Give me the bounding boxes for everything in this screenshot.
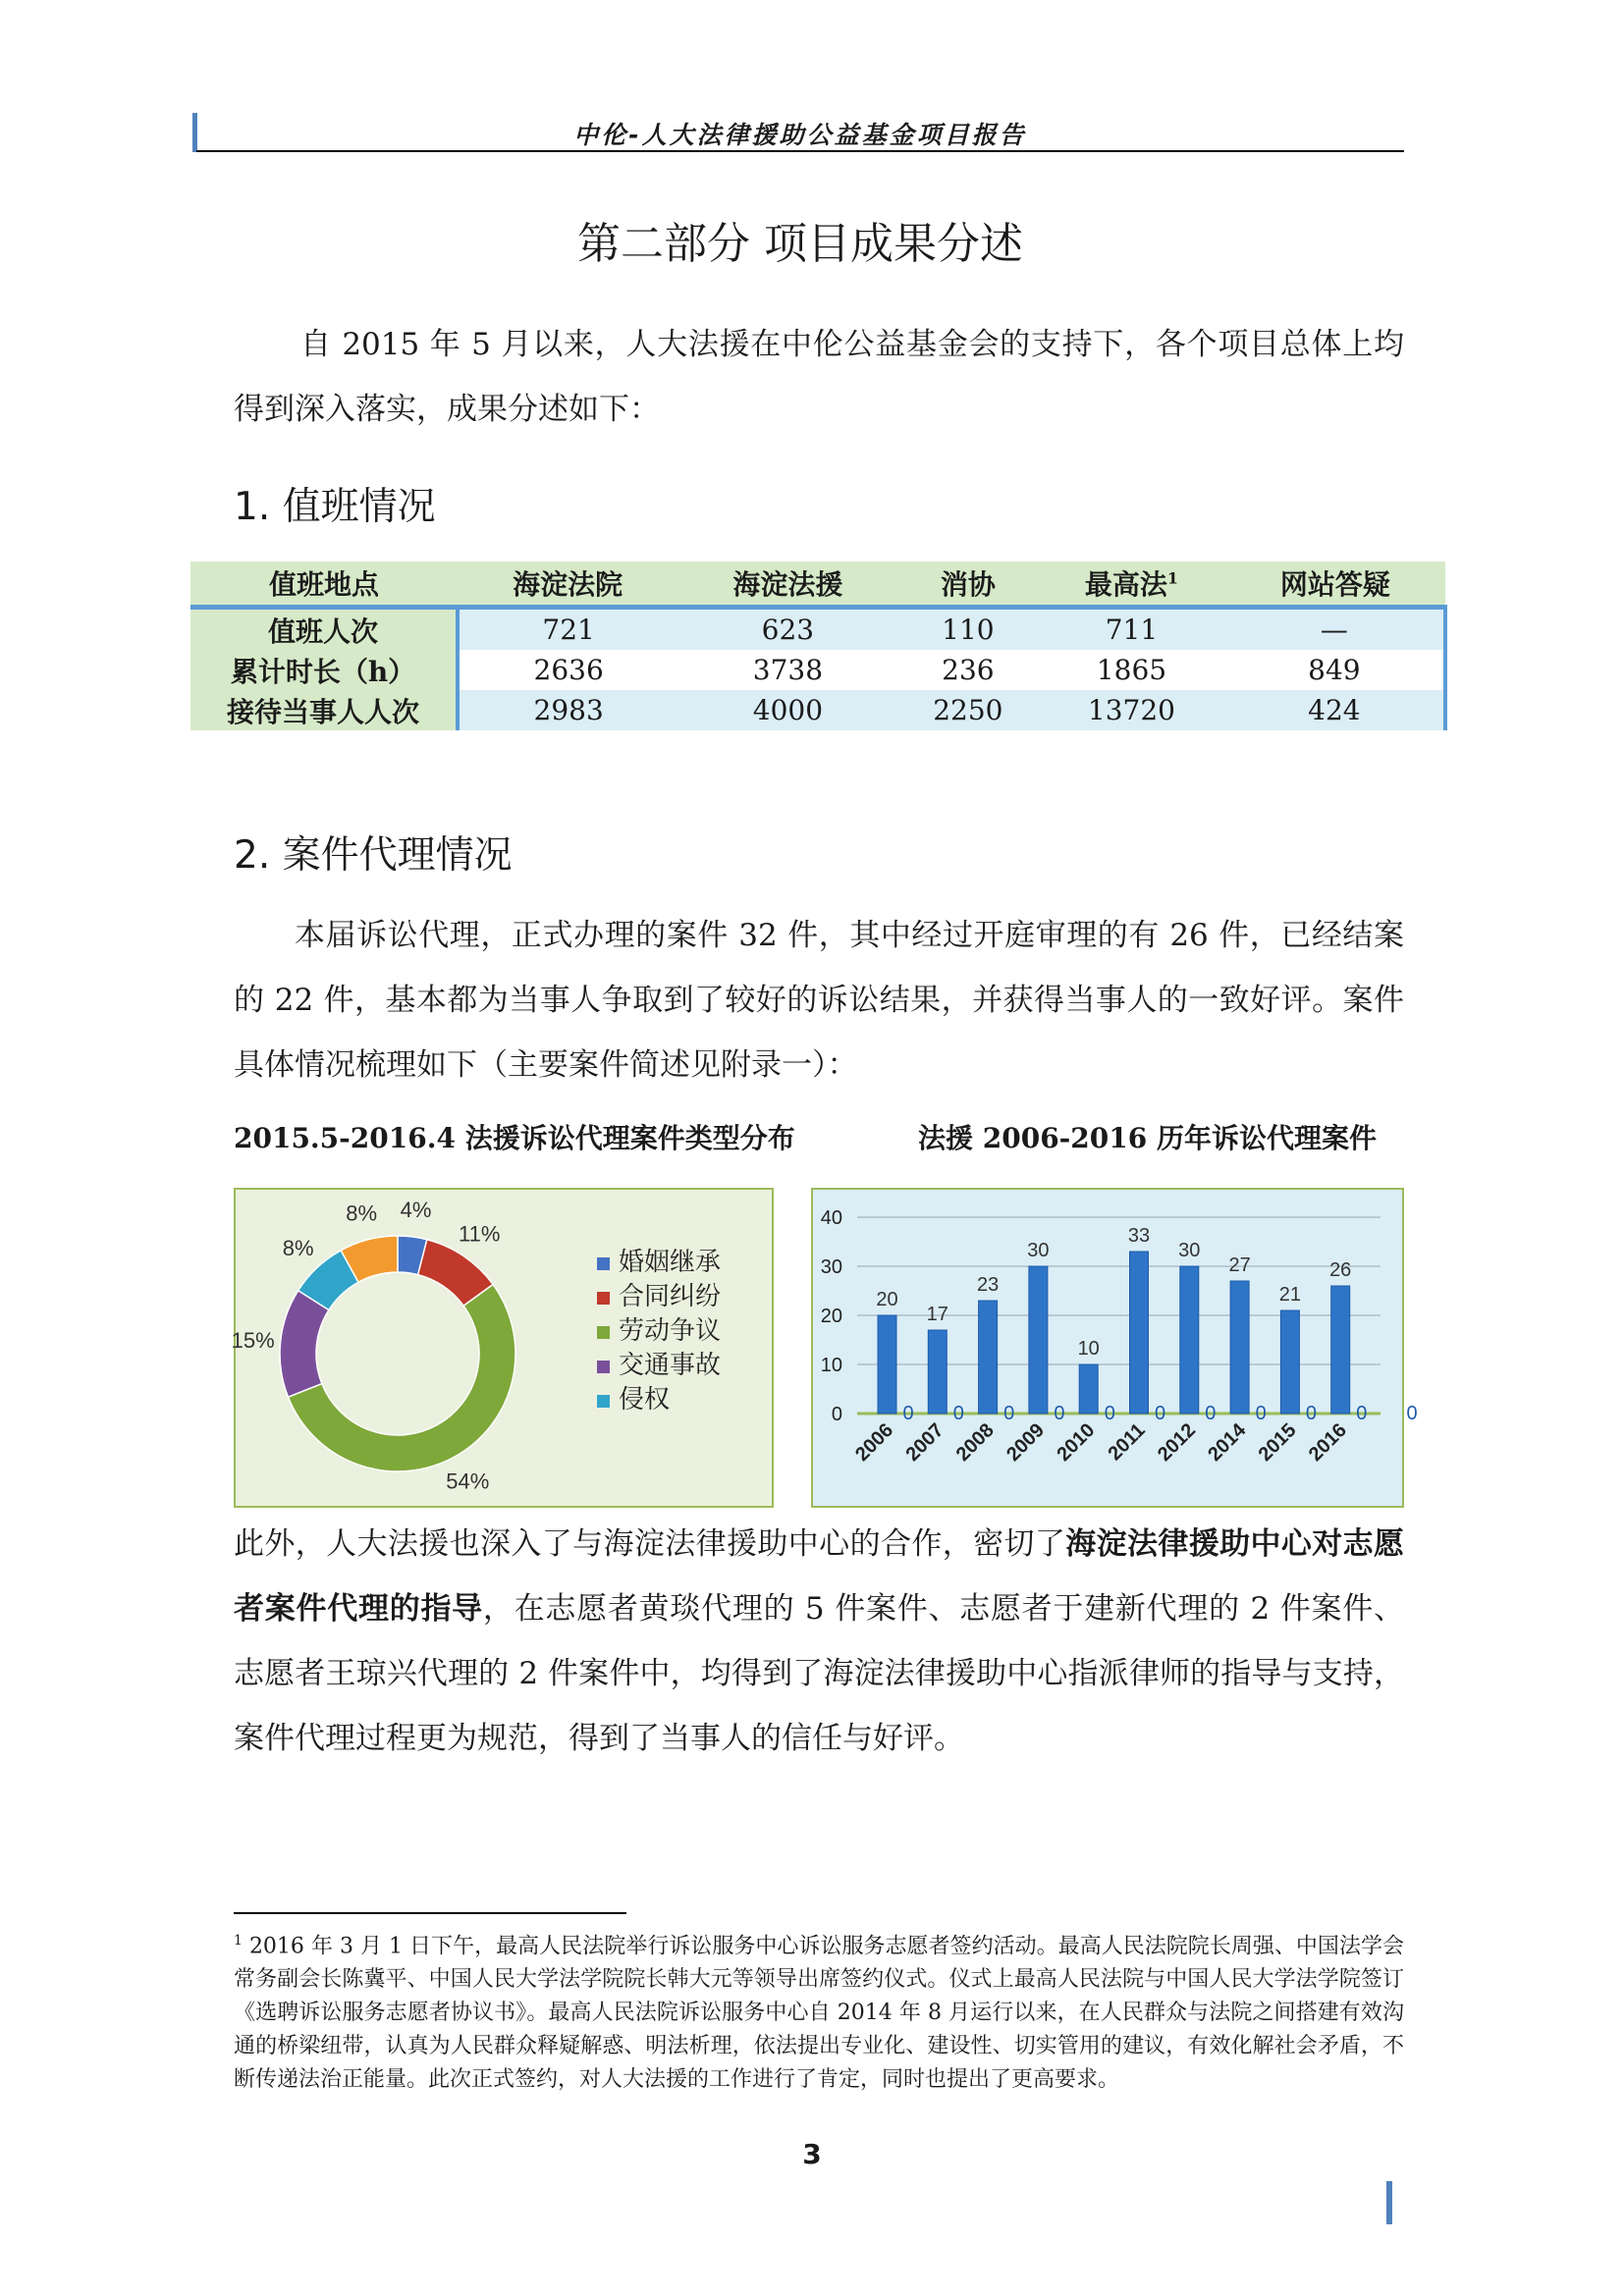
cooperation-text-bold: 海淀法律援助中心对志愿者案件代理的指导 [234, 1526, 1405, 1627]
table-cell: — [1225, 608, 1445, 651]
bar [979, 1301, 998, 1414]
table-row [190, 650, 1445, 690]
table-cell: 4000 [677, 690, 897, 730]
pie-chart [231, 1188, 774, 1508]
bar [878, 1315, 896, 1414]
table-cell: 13720 [1038, 690, 1225, 730]
bar-chart [811, 1188, 1418, 1508]
zero-series-label: 0 [1155, 1403, 1166, 1424]
pie-data-label: 4% [400, 1198, 432, 1223]
table-cell: 849 [1225, 650, 1445, 690]
table-cell: 711 [1038, 608, 1225, 651]
zero-series-label: 0 [902, 1403, 914, 1424]
cooperation-text-pre: 此外，人大法援也深入了与海淀法律援助中心的合作，密切了 [234, 1526, 1066, 1562]
x-tick-label: 2012 [1153, 1418, 1200, 1467]
bar-data-label: 23 [976, 1274, 1000, 1296]
table-cell: 623 [677, 608, 897, 651]
y-tick-label: 10 [820, 1355, 842, 1376]
pie-data-label: 54% [446, 1468, 490, 1494]
bar-data-label: 21 [1278, 1284, 1302, 1306]
footnote-text: 2016 年 3 月 1 日下午，最高人民法院举行诉讼服务中心诉讼服务志愿者签约活动。最高人民法院院长周强、中国法学会常务副会长陈冀平、中国人民大学法学院院长韩大元等领导出席签约仪式。仪式上最高人民法院与中国人民大学法学院签订《选聘诉讼服务志愿者协议书》。最高人民法院诉讼服务中心自 2014 年 8 月运行以来，在人民群众与法院之间搭建有效沟通的桥梁纽带，认真为人民群众释疑解惑、明法析理，依法提出专业化、建设性、切实管用的建议，有效化解社会矛盾，不断传递法治正能量。此次正式签约，对人大法援的工作进行了肯定，同时也提出了更高要求。 [234, 1934, 1404, 2093]
zero-series-label: 0 [1054, 1403, 1065, 1424]
intro-paragraph: 自 2015 年 5 月以来，人大法援在中伦公益基金会的支持下，各个项目总体上均得到深入落实，成果分述如下： [234, 327, 1404, 427]
bar-data-label: 10 [1077, 1338, 1100, 1360]
y-tick-label: 0 [831, 1404, 842, 1425]
bar [1130, 1252, 1149, 1414]
bar-data-label: 30 [1178, 1240, 1201, 1261]
legend-swatch [597, 1257, 610, 1270]
y-tick-label: 40 [820, 1207, 842, 1229]
zero-series-label: 0 [1255, 1403, 1267, 1424]
bar-data-label: 26 [1329, 1259, 1352, 1281]
duty-table-col-header-text: 最高法 [1084, 568, 1167, 601]
section-1-title: 1. 值班情况 [234, 485, 436, 529]
legend-label: 交通事故 [619, 1350, 722, 1379]
pie-data-label: 8% [346, 1201, 378, 1226]
x-tick-label: 2015 [1254, 1418, 1301, 1467]
zero-series-label: 0 [1104, 1403, 1115, 1424]
y-tick-label: 30 [820, 1256, 842, 1278]
cooperation-paragraph [234, 1512, 1404, 1771]
legend-label: 劳动争议 [619, 1315, 722, 1345]
bar-chart-svg [813, 1190, 1418, 1506]
legend-swatch [597, 1395, 610, 1408]
table-cell: 236 [898, 650, 1039, 690]
x-tick-label: 2008 [951, 1418, 999, 1467]
bar [1079, 1364, 1098, 1414]
bar-data-label: 33 [1127, 1225, 1151, 1247]
table-cell: 110 [898, 608, 1039, 651]
cooperation-text-post: ，在志愿者黄琰代理的 5 件案件、志愿者于建新代理的 2 件案件、志愿者王琼兴代理的 2 件案件中，均得到了海淀法律援助中心指派律师的指导与支持，案件代理过程更为规范，得到了当事人的信任与好评。 [234, 1591, 1404, 1756]
table-row [190, 608, 1445, 651]
table-cell: 1865 [1038, 650, 1225, 690]
footnote-marker: 1 [1166, 568, 1179, 588]
table-cell: 3738 [677, 650, 897, 690]
duty-table-col-header: 网站答疑 [1225, 561, 1445, 608]
bar-data-label: 17 [926, 1304, 948, 1325]
legend-swatch [597, 1326, 610, 1339]
x-tick-label: 2016 [1304, 1418, 1351, 1467]
legend-label: 合同纠纷 [619, 1281, 722, 1310]
table-row [190, 690, 1445, 730]
x-tick-label: 2014 [1204, 1418, 1251, 1467]
bar [1230, 1281, 1249, 1414]
bar [1029, 1266, 1048, 1414]
header-title: 中伦-人大法律援助公益基金项目报告 [573, 121, 1027, 149]
pie-data-label: 11% [458, 1221, 501, 1247]
pie-chart-svg [231, 1190, 772, 1506]
pie-data-label: 15% [231, 1328, 275, 1354]
table-cell: 721 [458, 608, 677, 651]
duty-table-col-header: 消协 [898, 561, 1039, 608]
bar-data-label: 20 [876, 1289, 898, 1310]
bar [1280, 1310, 1299, 1414]
duty-table-col-header: 海淀法援 [677, 561, 897, 608]
row-header: 累计时长（h） [190, 650, 458, 690]
x-tick-label: 2009 [1002, 1418, 1050, 1467]
x-tick-label: 2006 [851, 1418, 898, 1467]
bar-data-label: 30 [1027, 1240, 1050, 1261]
footnote-rule [234, 1912, 626, 1914]
bar-data-label: 27 [1228, 1255, 1251, 1276]
page-number: 3 [802, 2138, 822, 2170]
table-cell: 2636 [458, 650, 677, 690]
row-header: 接待当事人人次 [190, 690, 458, 730]
pie-chart-caption: 2015.5-2016.4 法援诉讼代理案件类型分布 [234, 1122, 795, 1154]
duty-table-col-header: 海淀法院 [458, 561, 677, 608]
pie-slice [280, 1291, 329, 1397]
zero-series-label: 0 [1305, 1403, 1318, 1424]
footnote [234, 1924, 1404, 2097]
zero-series-label: 0 [1356, 1403, 1368, 1424]
legend-swatch [597, 1292, 610, 1305]
zero-series-label: 0 [952, 1403, 964, 1424]
table-cell: 424 [1225, 690, 1445, 730]
row-header: 值班人次 [190, 608, 458, 651]
x-tick-label: 2011 [1104, 1418, 1150, 1466]
bar [928, 1330, 947, 1414]
bar [1180, 1266, 1199, 1414]
table-cell: 2250 [898, 690, 1039, 730]
duty-table [190, 561, 1447, 730]
section-2-title: 2. 案件代理情况 [234, 833, 513, 878]
zero-series-label: 0 [1205, 1403, 1217, 1424]
duty-table-header-row [190, 561, 1445, 608]
duty-table-col-header [1038, 561, 1225, 608]
zero-series-label: 0 [1003, 1403, 1015, 1424]
x-tick-label: 2010 [1053, 1418, 1100, 1467]
footer-accent-bar [1386, 2181, 1392, 2224]
case-paragraph: 本届诉讼代理，正式办理的案件 32 件，其中经过开庭审理的有 26 件，已经结案的 22 件，基本都为当事人争取到了较好的诉讼结果，并获得当事人的一致好评。案件具体情况梳理如下（主要案件简述见附录一）： [234, 918, 1404, 1083]
bar-chart-caption: 法援 2006-2016 历年诉讼代理案件 [918, 1122, 1377, 1154]
pie-data-label: 8% [282, 1236, 314, 1261]
table-cell: 2983 [458, 690, 677, 730]
zero-series-label: 0 [1406, 1403, 1418, 1424]
footnote-number: 1 [234, 1933, 243, 1949]
legend-swatch [597, 1361, 610, 1373]
legend-label: 婚姻继承 [619, 1247, 722, 1276]
x-tick-label: 2007 [901, 1418, 948, 1467]
duty-table-corner: 值班地点 [190, 561, 458, 608]
header-rule [196, 150, 1404, 152]
legend-label: 侵权 [619, 1384, 671, 1414]
y-tick-label: 20 [820, 1306, 842, 1327]
bar [1331, 1286, 1350, 1414]
part-title: 第二部分 项目成果分述 [577, 219, 1023, 269]
